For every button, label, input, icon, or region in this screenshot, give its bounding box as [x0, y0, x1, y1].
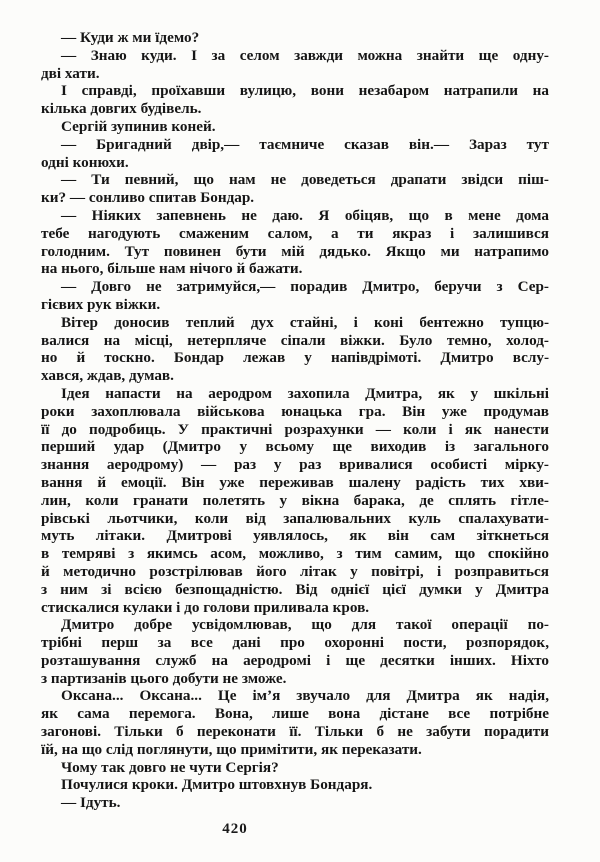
- text-line: І справді, проїхавши вулицю, вони незабаром натрапили на: [61, 82, 549, 100]
- text-line: голодним. Тут повинен бути мій дядько. Якщо ми натрапимо: [41, 242, 549, 260]
- text-line: — Бригадний двір,— таємниче сказав він.— Зараз тут: [61, 135, 549, 153]
- text-line: перший удар (Дмитро у всьому ще виходив із загального: [41, 438, 549, 456]
- text-line: Вітер доносив теплий дух стайні, і коні бентежно тупцю-: [61, 313, 549, 331]
- text-line: Почулися кроки. Дмитро штовхнув Бондаря.: [61, 776, 373, 794]
- text-line: — Довго не затримуйся,— порадив Дмитро, беручи з Сер-: [61, 278, 549, 296]
- page-number: 420: [222, 821, 248, 837]
- text-line: роки захоплювала військова юнацька гра. Він уже продумав: [41, 402, 549, 420]
- text-line: загонові. Тільки б переконати її. Тільки б не забути порадити: [41, 723, 549, 741]
- text-line: ки? — сонливо спитав Бондар.: [41, 189, 255, 207]
- text-line: на нього, більше нам нічого й бажати.: [41, 260, 303, 278]
- text-line: дві хати.: [41, 64, 100, 82]
- text-line: Дмитро добре усвідомлював, що для такої операції по-: [61, 616, 549, 634]
- text-line: Оксана... Оксана... Це ім’я звучало для Дмитра як надія,: [61, 687, 549, 705]
- text-line: одні конюхи.: [41, 153, 129, 171]
- text-line: — Ти певний, що нам не доведеться драпати звідси піш-: [61, 171, 549, 189]
- text-line: Ідея напасти на аеродром захопила Дмитра, як у шкільні: [61, 384, 549, 402]
- text-line: вання й емоції. Він уже переживав шалену радість тих хви-: [41, 473, 549, 491]
- text-line: стискалися кулаки і до голови приливала кров.: [41, 598, 370, 616]
- text-line: — Знаю куди. І за селом завжди можна знайти ще одну-: [61, 46, 549, 64]
- text-line: но й тоскно. Бондар лежав у напівдрімоті. Дмитро вслу-: [41, 349, 549, 367]
- text-line: рівські льотчики, коли від запалювальних куль спалахувати-: [41, 509, 549, 527]
- text-line: — Ніяких запевнень не даю. Я обіцяв, що в мене дома: [61, 206, 549, 224]
- text-line: муть літаки. Дмитрові уявлялось, як він сам зіткнеться: [41, 527, 549, 545]
- text-line: її до подробиць. У практичні розрахунки — коли і як нанести: [41, 420, 549, 438]
- text-line: гієвих рук віжки.: [41, 295, 161, 313]
- text-line: розташування служб на аеродромі і ще десятки інших. Ніхто: [41, 651, 549, 669]
- text-line: знання аеродрому) — раз у раз вривалися особисті мірку-: [41, 456, 549, 474]
- text-line: як сама перемога. Вона, лише вона дістане все потрібне: [41, 705, 549, 723]
- text-line: хався, ждав, думав.: [41, 367, 174, 385]
- text-line: кілька довгих будівель.: [41, 100, 202, 118]
- text-line: Чому так довго не чути Сергія?: [61, 758, 279, 776]
- text-line: лин, коли гранати полетять у вікна барака, де сплять гітле-: [41, 491, 549, 509]
- page-text-block: [41, 29, 549, 812]
- text-line: з ним зі всією безпощадністю. Від однієї цієї думки у Дмитра: [41, 580, 549, 598]
- text-line: в темряві з якимсь асом, можливо, з тим самим, що спокійно: [41, 545, 549, 563]
- text-line: Сергій зупинив коней.: [61, 117, 216, 135]
- text-line: трібні перш за все дані про охоронні пости, розпорядок,: [41, 634, 549, 652]
- text-line: їй, на що слід поглянути, що примітити, як переказати.: [41, 740, 422, 758]
- text-line: з партизанів цього добути не зможе.: [41, 669, 287, 687]
- text-line: валися на місці, нетерпляче сіпали віжки. Було темно, холод-: [41, 331, 549, 349]
- text-line: тебе нагодують смаженим салом, а ти якраз і залишився: [41, 224, 549, 242]
- text-line: — Ідуть.: [61, 794, 121, 812]
- text-line: й методично розстрілював його літак у повітрі, і розправиться: [41, 562, 549, 580]
- text-line: — Куди ж ми їдемо?: [61, 29, 200, 46]
